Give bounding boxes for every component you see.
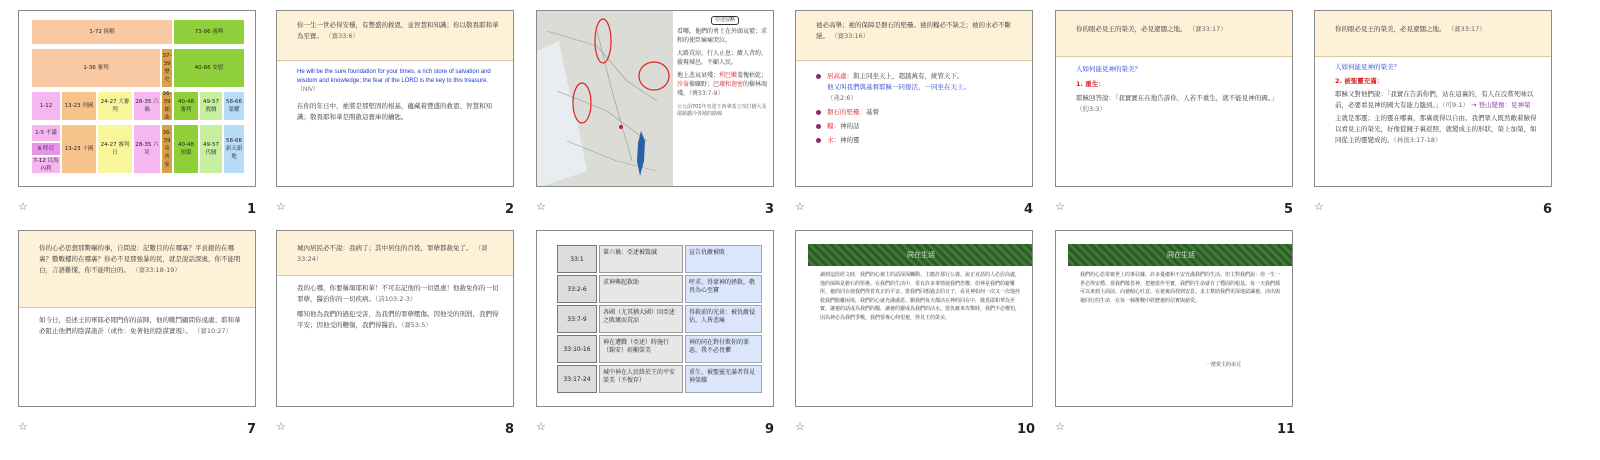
star-icon[interactable]: ☆ bbox=[276, 200, 286, 213]
star-icon[interactable]: ☆ bbox=[1055, 200, 1065, 213]
bullet-dot-icon bbox=[816, 110, 821, 115]
body-text: 如今日，亞述王的軍隊必閒門你的前陣，他的戰鬥顧問你遠處；耶和華必阻止他們的陰謀詭計（或作：免著他的陰謀實現）。 bbox=[39, 316, 241, 335]
speech-bubble-icon: 亞述侵略 bbox=[711, 16, 739, 25]
slide-tile-1[interactable] bbox=[18, 10, 298, 239]
chart-cell: 28-35 六災 bbox=[133, 124, 161, 174]
point-text: 耶穌回答說：「我實實在在地告訴你，人若不重生，就不能見神的國。」（約3:3） bbox=[1076, 94, 1278, 113]
slide-body bbox=[1315, 57, 1551, 150]
slide-tile-8[interactable] bbox=[276, 230, 556, 459]
table-row bbox=[557, 365, 762, 393]
table-cell-note: 神的同在對付欺你的罪惡，我不必畏懼 bbox=[685, 335, 762, 363]
table-cell-desc: 神在遭戰（亞述）時施行（錫安）彰顯榮美 bbox=[599, 335, 683, 363]
star-icon[interactable]: ☆ bbox=[536, 420, 546, 433]
chart-cell: 40-48 審判 bbox=[173, 91, 199, 121]
chart-cell: 1-5 不滿 bbox=[31, 124, 61, 142]
slide-body bbox=[796, 61, 1032, 153]
table-cell-desc: 城中神在人民終於王的平安榮美（不復存） bbox=[599, 365, 683, 393]
bullet-dot-icon bbox=[816, 138, 821, 143]
slide-tile-11[interactable] bbox=[1055, 230, 1335, 459]
chart-cell: 28-35 六禍 bbox=[133, 91, 161, 121]
slide-thumbnail[interactable] bbox=[276, 230, 514, 407]
slide-tile-2[interactable] bbox=[276, 10, 556, 239]
star-icon[interactable]: ☆ bbox=[536, 200, 546, 213]
map-text-column bbox=[677, 16, 771, 118]
slide-tile-5[interactable] bbox=[1055, 10, 1335, 239]
slide-header-band bbox=[277, 231, 513, 276]
slide-number: 1 bbox=[246, 202, 256, 217]
slide-body bbox=[277, 61, 513, 127]
band-ref: （賽33:17） bbox=[1188, 25, 1227, 33]
star-icon[interactable]: ☆ bbox=[276, 420, 286, 433]
table-row bbox=[557, 305, 762, 333]
chart-cell: 24-27 審判日 bbox=[97, 124, 133, 174]
table-row bbox=[557, 275, 762, 303]
slide-number: 8 bbox=[504, 422, 514, 437]
point-text: 耶穌又對他們說：「我實在告訴你們，站在這裏的，有人在沒嘗死味以前，必要看見神的國大有能力臨到。」（可9:1） → 登山變像：見神榮 bbox=[1335, 90, 1534, 109]
list-item: 糧：神的話 bbox=[816, 121, 1022, 132]
slide-thumbnail[interactable] bbox=[1314, 10, 1552, 187]
signature: 一群愛主的弟兄 bbox=[1206, 362, 1242, 368]
star-icon[interactable]: ☆ bbox=[795, 420, 805, 433]
slide-header-band bbox=[277, 11, 513, 61]
point-heading: 2. 被聖靈充滿： bbox=[1335, 77, 1384, 85]
english-verse bbox=[297, 68, 503, 95]
table-row bbox=[557, 245, 762, 273]
table-cell-note: 宣告仇敵被敗 bbox=[685, 245, 762, 273]
point-heading: 1. 重生： bbox=[1076, 80, 1105, 88]
slide-number: 6 bbox=[1542, 202, 1552, 217]
list-item: 水：神的靈 bbox=[816, 135, 1022, 146]
english-text: He will be the sure foundation for your times, a rich store of salvation and wisdom and knowledge; the fear of the LORD is the key to this treasure. bbox=[297, 69, 491, 84]
chart-cell: 49-57 代贖 bbox=[199, 124, 223, 174]
chart-cell: 13-23 列國 bbox=[61, 91, 97, 121]
slide-body bbox=[19, 308, 255, 341]
star-icon[interactable]: ☆ bbox=[795, 200, 805, 213]
slide-body-text: 我們的心思常被世上的事佔據，許多憂慮和不安充滿我們的生活。但主對我們說：你一生一世必得安穩。當我們敬畏神，把祂當作至寶，我們的生命就有了穩固的根基。每一天我們都可以來到主面前，向祂傾心吐意，在祂裏面找到安息。求主幫助我們更深地認識祂，活出與祂同行的生命，在每一個挑戰中經歷祂的信實與慈愛。 bbox=[1080, 272, 1281, 304]
chart-cell: 13-23 十國 bbox=[61, 124, 97, 174]
bullet-dot-icon bbox=[816, 124, 821, 129]
verse-part-1: 看哪，他們的勇士在外頭哀號；求和的使臣痛痛哭泣。 bbox=[677, 28, 768, 44]
slide-tile-7[interactable] bbox=[18, 230, 298, 459]
band-text: 你的心必思想那驚嚇的事，自問說：記數目的在哪裏？平貢銀的在哪裏？數戰樓的在哪裏？你必不見那強暴的民，就是說話深奧，你不能明白，言語難懂，你不能明白的。 bbox=[39, 244, 241, 274]
band-ref: （賽33:18-19） bbox=[132, 266, 181, 274]
chart-cell: 58-66 榮耀 bbox=[223, 91, 245, 121]
slide-number: 11 bbox=[1277, 422, 1296, 437]
band-text: 城內居民必不說：我病了；其中居住的百姓，罪孽都赦免了。 bbox=[297, 244, 473, 252]
slide-thumbnail[interactable] bbox=[795, 230, 1033, 407]
slide-tile-9[interactable] bbox=[536, 230, 816, 459]
table-cell-note: 重生、被聖靈充滿者得見神榮耀 bbox=[685, 365, 762, 393]
chart-cell: 37-39 歷史 bbox=[161, 48, 173, 88]
slide-thumbnail[interactable] bbox=[276, 10, 514, 187]
table-cell-ref: 33:2-6 bbox=[557, 275, 597, 303]
band-ref: （賽33:17） bbox=[1447, 25, 1486, 33]
table-row bbox=[557, 335, 762, 363]
slide-header-band bbox=[1056, 11, 1292, 57]
table-cell-desc: 各國（尤其猶大國）因亞述之敗壞而荒涼 bbox=[599, 305, 683, 333]
table-cell-note: 呼求、得蒙神的拯救，敬畏為心至寶 bbox=[685, 275, 762, 303]
bullet-dot-icon bbox=[816, 74, 821, 79]
slide-tile-6[interactable] bbox=[1314, 10, 1594, 239]
list-item: 居高處：與主同坐天上，超越萬有，統管天下。 他又叫我們與基督耶穌一同復活，一同坐在天上。 （弗2:6） bbox=[816, 71, 1022, 104]
star-icon[interactable]: ☆ bbox=[1314, 200, 1324, 213]
list-item: 磐石的堅壘：基督 bbox=[816, 107, 1022, 118]
band-text: 你一生一世必得安穩，有豐盛的救恩，並智慧和知識；你以敬畏耶和華為至寶。 bbox=[297, 21, 499, 40]
paragraph: 我的心哪，你要稱頌耶和華！不可忘記他的一切恩惠！他赦免你的一切罪孽，醫治你的一切疾病。（詩103:2-3） bbox=[297, 284, 499, 303]
band-ref: （賽33:24） bbox=[297, 244, 488, 263]
band-text: 你的眼必見王的榮美，必見遼闊之地。 bbox=[1076, 25, 1187, 33]
table-cell-note: 得救前的光景：被仇敵侵佔，人皆悲痛 bbox=[685, 305, 762, 333]
table-cell-ref: 33:7-9 bbox=[557, 305, 597, 333]
map-image bbox=[537, 11, 673, 187]
band-ref: （賽33:6） bbox=[325, 32, 360, 40]
slide-number: 7 bbox=[246, 422, 256, 437]
chart-cell: 40-48 預備 bbox=[173, 124, 199, 174]
slide-number: 2 bbox=[504, 202, 514, 217]
slide-tile-10[interactable] bbox=[795, 230, 1075, 459]
english-ref: （NIV） bbox=[297, 87, 320, 93]
slide-thumbnail[interactable] bbox=[1055, 10, 1293, 187]
slide-thumbnail[interactable] bbox=[18, 10, 256, 187]
chart-cell: 1-72 拆解 bbox=[31, 19, 173, 45]
slide-number: 10 bbox=[1017, 422, 1036, 437]
chart-cell: 6 呼召 bbox=[31, 142, 61, 156]
chart-cell: 58-66 新天新地 bbox=[223, 124, 245, 174]
slide-header-band bbox=[1315, 11, 1551, 57]
map-caption: 公元前701年亞述王西拿基立攻打猶大及耶路撒冷各城的路線 bbox=[677, 104, 767, 117]
star-icon[interactable]: ☆ bbox=[18, 420, 28, 433]
chart-cell: 36-39 希西家 bbox=[161, 124, 173, 174]
table-cell-desc: 第六禍：亞述被毀滅 bbox=[599, 245, 683, 273]
chart-cell: 36-39 插曲 bbox=[162, 91, 172, 121]
chart-cell: 40-66 安慰 bbox=[173, 48, 245, 88]
chart-cell: 73-96 複興 bbox=[173, 19, 245, 45]
slide-number: 5 bbox=[1283, 202, 1293, 217]
band-text: 你的眼必見王的榮美，必見遼闊之地。 bbox=[1335, 25, 1446, 33]
slide-title-banner: 同在生活 bbox=[1068, 244, 1293, 266]
point-text-2: 主就是那靈；主的靈在哪裏，那裏就得以自由。我們眾人既然敞着臉得以看見主的榮光，好像從鏡子裏返照，就變成主的形狀，榮上加榮，如同從主的靈變成的。（林後3:17-18） bbox=[1335, 114, 1537, 144]
star-icon[interactable]: ☆ bbox=[18, 200, 28, 213]
table-cell-ref: 33:10-16 bbox=[557, 335, 597, 363]
band-ref: （賽33:16） bbox=[831, 32, 870, 40]
chart-cell: 1-12 bbox=[31, 91, 61, 121]
slide-header-band bbox=[19, 231, 255, 308]
verse-part-2: 大路荒涼，行人止息；敵人背約，藐視城邑，不顧人民。 bbox=[677, 50, 768, 66]
slide-thumbnail[interactable] bbox=[18, 230, 256, 407]
body-ref: （賽10:27） bbox=[193, 327, 233, 335]
star-icon[interactable]: ☆ bbox=[1055, 420, 1065, 433]
chart-cell: 24-27 大審判 bbox=[97, 91, 133, 121]
slide-body bbox=[277, 276, 513, 335]
slide-title-banner: 同在生活 bbox=[808, 244, 1033, 266]
slide-number: 3 bbox=[764, 202, 774, 217]
slide-body-text: 讀到這段經文時，我們的心被主的話深深觸動。主應許那行公義、說正直話的人必居高處，他的保障是磐石的堅壘。在我們的生活中，常有許多事情使我們恐懼，但神是我們的避難所，祂的同在使我們得着真正的平安。當我們回想過去的日子，看見神如何一次又一次地拯救我們脫離困境，我們的心就充滿感恩。願我們每天都活在神的同在中，敬畏耶和華為至寶，讓祂的話成為我們的糧，讓祂的靈成為我們的活水。當仇敵來攻擊時，我們不必懼怕，因為神必為我們爭戰。我們要專心仰望祂，得見王的榮美。 bbox=[820, 272, 1021, 321]
table-cell-desc: 求神興起救助 bbox=[599, 275, 683, 303]
chart-cell: 49-57 救贖 bbox=[199, 91, 223, 121]
chart-cell: 7-12 以馬內利 bbox=[31, 156, 61, 174]
question: 人如何能見神的榮美？ bbox=[1335, 63, 1400, 71]
paragraph: 哪知他為我們的過犯受害，為我們的罪孽壓傷。因他受的刑罰，我們得平安；因他受的鞭傷，我們得醫治。（賽53:5） bbox=[297, 310, 499, 329]
slide-tile-3[interactable] bbox=[536, 10, 816, 239]
slide-thumbnail[interactable] bbox=[536, 10, 774, 187]
question: 人如何能見神的榮美？ bbox=[1076, 65, 1141, 73]
slide-body bbox=[1056, 57, 1292, 119]
table-cell-ref: 33:1 bbox=[557, 245, 597, 273]
slide-thumbnail[interactable] bbox=[795, 10, 1033, 187]
slide-number: 9 bbox=[764, 422, 774, 437]
slide-number: 4 bbox=[1023, 202, 1033, 217]
chinese-paraphrase: 在你的年日中，祂將是那堅固的根基，蘊藏着豐盛的救恩、智慧和知識；敬畏耶和華是開啟這寶庫的鑰匙。 bbox=[297, 102, 492, 121]
slide-tile-4[interactable] bbox=[795, 10, 1075, 239]
slide-thumbnail[interactable] bbox=[536, 230, 774, 407]
slide-header-band bbox=[796, 11, 1032, 61]
verse-part-3: 地上悲哀衰殘；利巴嫩羞愧枯乾；沙崙像曠野；巴珊和迦密的樹林凋殘。（賽33:7-9） bbox=[677, 72, 768, 97]
chart-cell: 1-36 審判 bbox=[31, 48, 161, 88]
band-text: 祂必高舉；祂的保障是磐石的堅壘。祂的糧必不缺乏；祂的水必不斷絕。 bbox=[816, 21, 1011, 40]
table-cell-ref: 33:17-24 bbox=[557, 365, 597, 393]
slide-thumbnail[interactable] bbox=[1055, 230, 1293, 407]
